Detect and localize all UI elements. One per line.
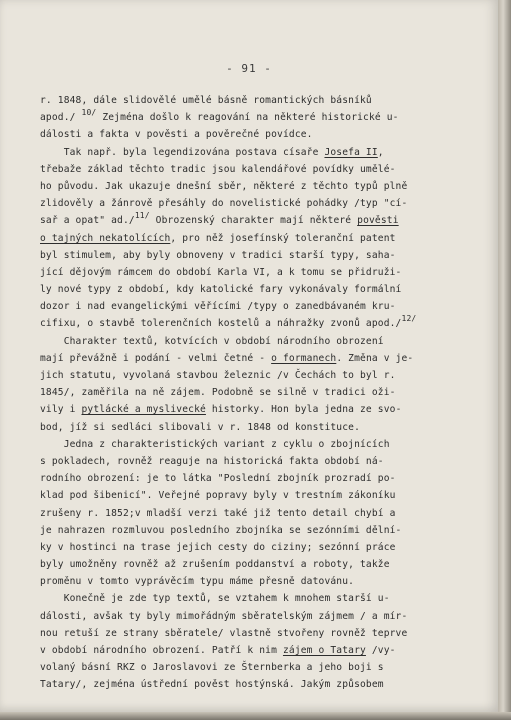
text-segment: v období národního obrození. Patří k nim: [40, 645, 283, 656]
footnote-marker: 11/: [134, 211, 150, 221]
text-segment: Jedna z charakteristických variant z cyklu o zbojnících: [40, 438, 390, 450]
text-segment: sař a opat" ad./: [40, 215, 135, 227]
text-line: [40, 642, 472, 659]
text-segment: Tak např. byla legendizována postava císaře: [40, 146, 325, 158]
text-segment: Obrozenský charakter mají některé: [149, 215, 358, 227]
text-line: [40, 676, 472, 693]
underlined-phrase: o formanech: [271, 352, 337, 364]
text-segment: jící dějovým rámcem do období Karla VI, a k tomu se přidruži-: [40, 266, 402, 278]
underlined-phrase: Josefa II: [324, 146, 378, 158]
text-line: [40, 436, 472, 453]
text-segment: s pokladech, rovněž reaguje na historická fakta období ná-: [40, 455, 384, 467]
text-segment: ho původu. Jak ukazuje dnešní sběr, některé z těchto typů plně: [40, 180, 408, 192]
footnote-marker: 10/: [81, 108, 97, 118]
text-line: [40, 178, 472, 195]
text-line: [40, 109, 472, 126]
text-line: [40, 161, 472, 178]
text-line: [40, 298, 472, 315]
text-line: [40, 556, 472, 573]
page-stack-bottom-edge: [0, 712, 511, 720]
text-line: [40, 264, 472, 281]
text-segment: nou retuší ze strany sběratele/ vlastně stvořeny rovněž teprve: [40, 627, 408, 639]
text-segment: dálosti, avšak ty byly mimořádným sběratelským zájmem / a mír-: [40, 610, 408, 622]
text-segment: zlidověly a žánrově přesáhly do novelistické pohádky /typ "cí-: [40, 198, 408, 210]
text-segment: r. 1848, dále slidovělé umělé básně romantických básníků: [40, 95, 372, 106]
text-segment: klad pod šibenicí". Veřejné popravy byly v trestním zákoníku: [40, 490, 396, 502]
text-line: [40, 522, 472, 539]
text-segment: volaný básní RKZ o Jaroslavovi ze Šternberka a jeho boji s: [40, 662, 384, 674]
text-line: [40, 247, 472, 264]
text-segment: , pro něž josefínský toleranční patent: [170, 232, 396, 244]
text-line: [40, 539, 472, 556]
text-line: [40, 590, 472, 607]
text-line: [40, 608, 472, 625]
text-segment: bod, jíž si sedláci slibovali v r. 1848 od konstituce.: [40, 421, 360, 433]
typewritten-body-text: [40, 92, 472, 694]
text-segment: /vy-: [365, 645, 396, 656]
text-line: [40, 230, 472, 247]
text-segment: zrušeny r. 1852;v mladší verzi také již tento detail chybí a: [40, 507, 396, 519]
text-line: [40, 212, 472, 229]
text-segment: historky. Hon byla jedna ze svo-: [205, 404, 402, 416]
text-line: [40, 659, 472, 676]
text-line: [40, 367, 472, 384]
footnote-marker: 12/: [401, 314, 417, 324]
text-segment: ,: [377, 146, 384, 158]
text-segment: je nahrazen rozmluvou posledního zbojníka se sezónními dělní-: [40, 524, 402, 536]
text-segment: cifixu, o stavbě tolerenčních kostelů a náhražky zvonů apod./: [40, 318, 402, 330]
text-line: [40, 126, 472, 143]
text-line: [40, 281, 472, 298]
text-line: [40, 384, 472, 401]
text-line: [40, 573, 472, 590]
text-segment: dozor i nad evangelickými věřícími /typy o zanedbávaném kru-: [40, 301, 396, 313]
text-line: [40, 333, 472, 350]
text-segment: rodního obrození: je to látka "Poslední zbojník prozradí po-: [40, 473, 396, 485]
underlined-phrase: pověsti: [357, 215, 399, 227]
text-segment: Tatary/, zejména ústřední pověst hostýnská. Jakým způsobem: [40, 679, 384, 691]
text-line: [40, 419, 472, 436]
text-segment: Zejména došlo k reagování na některé historické u-: [96, 112, 399, 124]
text-segment: mají převážně i podání - velmi četné -: [40, 352, 272, 364]
text-line: [40, 401, 472, 418]
underlined-phrase: zájem o Tatary: [282, 645, 366, 656]
text-line: [40, 505, 472, 522]
text-segment: ky v hostinci na trase jejich cesty do ciziny; sezónní práce: [40, 541, 396, 553]
text-segment: vily i: [40, 404, 82, 416]
text-line: [40, 92, 472, 109]
text-segment: proměnu v tomto vyprávěcím typu máme přesně datovánu.: [40, 576, 355, 588]
text-line: [40, 350, 472, 367]
underlined-phrase: pytlácké a myslivecké: [81, 404, 206, 416]
text-segment: dálosti a fakta v pověsti a pověrečné povídce.: [40, 129, 313, 141]
text-segment: ly nové typy z období, kdy katolické fary vykonávaly formální: [40, 284, 402, 296]
page-stack-right-edge: [498, 0, 511, 720]
text-segment: byl stimulem, aby byly obnoveny v tradici starší typy, saha-: [40, 249, 396, 261]
text-line: [40, 625, 472, 642]
underlined-phrase: o tajných nekatolících: [40, 232, 171, 244]
text-segment: byly umožněny rovněž až zrušením poddanství a roboty, takže: [40, 559, 390, 571]
text-segment: třebaže základ těchto tradic jsou kalendářové povídky umělé-: [40, 163, 396, 175]
text-line: [40, 144, 472, 161]
text-segment: jich statutu, vyvolaná stavbou železnic /v Čechách to byl r.: [40, 370, 396, 381]
text-segment: Konečně je zde typ textů, se vztahem k mnohem starší u-: [40, 593, 390, 605]
text-line: [40, 470, 472, 487]
text-line: [40, 487, 472, 504]
text-line: [40, 195, 472, 212]
text-segment: . Změna v je-: [336, 352, 414, 364]
text-segment: apod./: [40, 112, 82, 124]
text-line: [40, 453, 472, 470]
text-line: [40, 315, 472, 332]
text-segment: 1845/, zaměřila na ně zájem. Podobně se silně v tradici oži-: [40, 387, 396, 399]
page-number: - 91 -: [226, 62, 272, 75]
text-segment: Charakter textů, kotvících v období národního obrození: [40, 335, 384, 347]
